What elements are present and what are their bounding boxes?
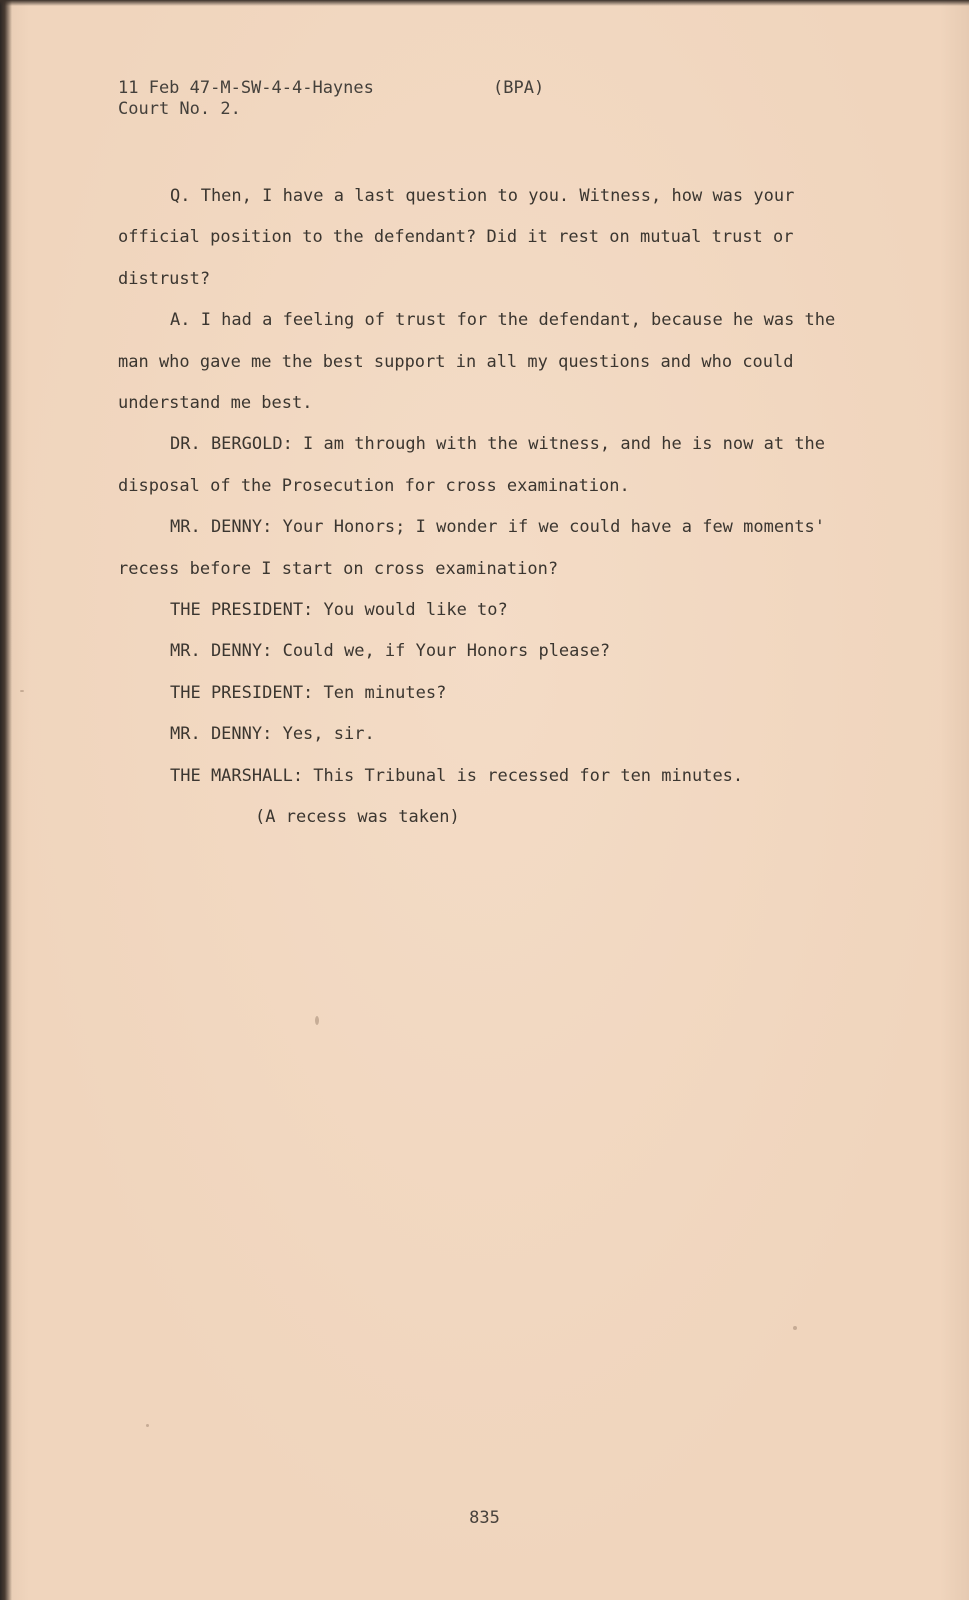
paper-blemish [793,1326,797,1330]
header-code: (BPA) [493,78,545,98]
transcript-paragraph: THE PRESIDENT: You would like to? [170,600,508,621]
header-court: Court No. 2. [118,99,241,119]
transcript-paragraph: MR. DENNY: Could we, if Your Honors please? [170,641,611,662]
transcript-body [118,176,853,839]
paper-blemish [315,1016,319,1025]
recess-note: (A recess was taken) [255,807,460,828]
page-top-shadow [0,0,969,6]
page-edge-shadow [0,0,12,1600]
transcript-paragraph: THE PRESIDENT: Ten minutes? [170,682,447,703]
header-reference: 11 Feb 47-M-SW-4-4-Haynes [118,78,374,98]
paper-blemish [20,690,24,692]
transcript-paragraph: A. I had a feeling of trust for the defendant, because he was the man who gave me the best support in all my questions and who could understand me best. [118,310,836,414]
transcript-paragraph: DR. BERGOLD: I am through with the witness, and he is now at the disposal of the Prosecution for cross examination. [118,434,826,496]
transcript-paragraph: MR. DENNY: Yes, sir. [170,724,375,745]
transcript-paragraph: THE MARSHALL: This Tribunal is recessed for ten minutes. [170,765,744,786]
document-header [118,78,545,120]
page-number: 835 [469,1508,500,1528]
paper-blemish [146,1424,149,1427]
transcript-paragraph: Q. Then, I have a last question to you. Witness, how was your official position to the defendant? Did it rest on mutual trust or distrust? [118,186,795,289]
transcript-paragraph: MR. DENNY: Your Honors; I wonder if we could have a few moments' recess before I start on cross examination? [118,517,826,579]
